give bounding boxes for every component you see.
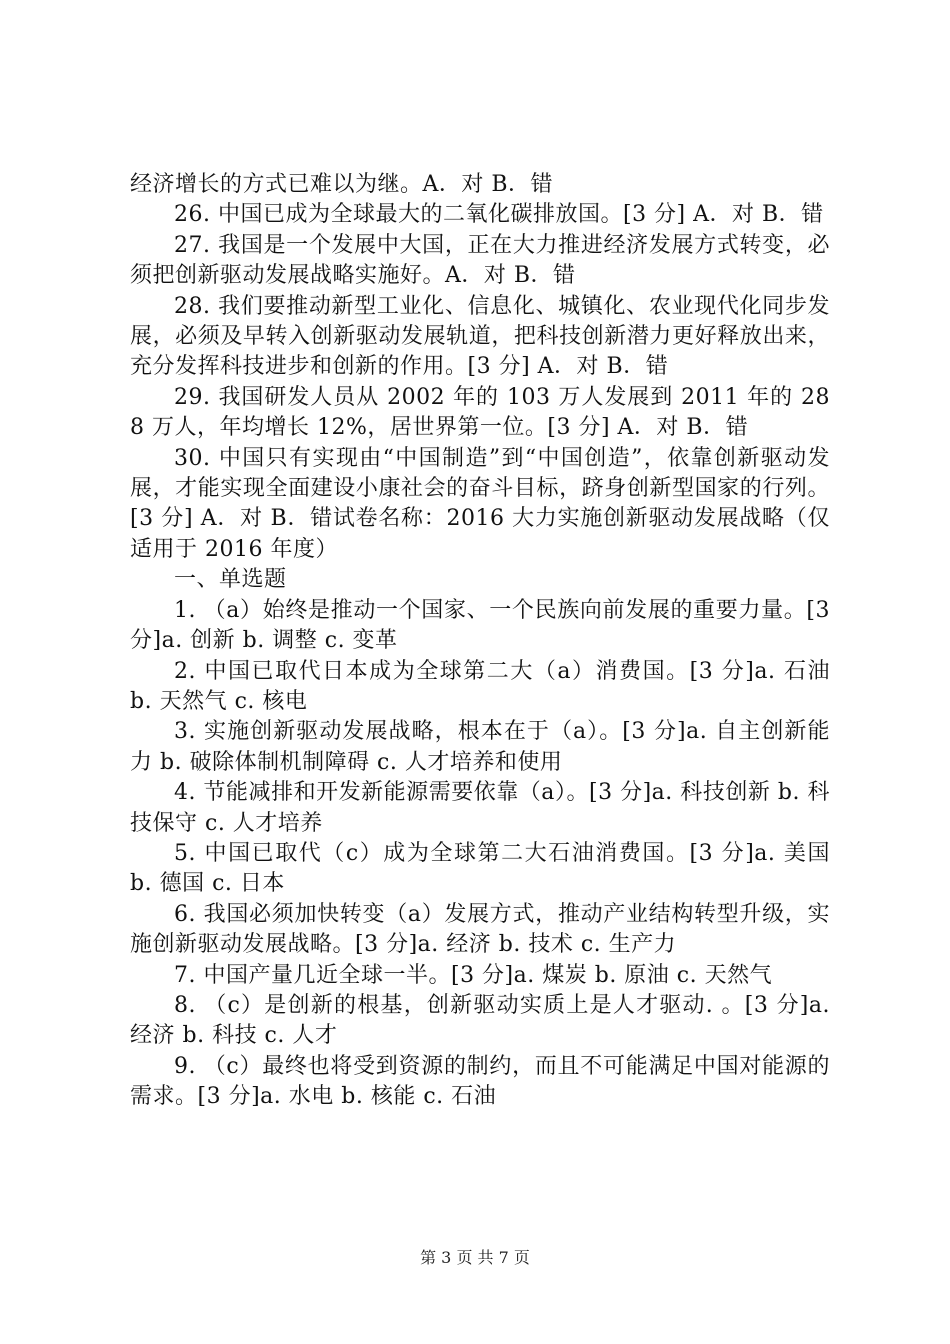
question-5: 5. 中国已取代（c）成为全球第二大石油消费国。[3 分]a. 美国 b. 德国 c. 日本 bbox=[130, 840, 830, 897]
question-28: 28. 我们要推动新型工业化、信息化、城镇化、农业现代化同步发展，必须及早转入创新驱动发展轨道，把科技创新潜力更好释放出来，充分发挥科技进步和创新的作用。[3 分] A．对 B．错 bbox=[130, 293, 830, 380]
question-26: 26. 中国已成为全球最大的二氧化碳排放国。[3 分] A．对 B．错 bbox=[174, 202, 824, 228]
question-2: 2. 中国已取代日本成为全球第二大（a）消费国。[3 分]a. 石油 b. 天然气 c. 核电 bbox=[130, 658, 830, 714]
question-27: 27. 我国是一个发展中大国，正在大力推进经济发展方式转变，必须把创新驱动发展战略实施好。A．对 B．错 bbox=[130, 232, 830, 289]
question-7: 7. 中国产量几近全球一半。[3 分]a. 煤炭 b. 原油 c. 天然气 bbox=[174, 962, 773, 988]
paragraph-continuation: 经济增长的方式已难以为继。A．对 B．错 bbox=[130, 172, 554, 197]
document-body bbox=[130, 170, 830, 1113]
question-30: 30. 中国只有实现由“中国制造”到“中国创造”，依靠创新驱动发展，才能实现全面建设小康社会的奋斗目标，跻身创新型国家的行列。[3 分] A．对 B．错试卷名称：2016 大力实施创新驱动发展战略（仅适用于 2016 年度） bbox=[130, 445, 830, 562]
question-1: 1. （a）始终是推动一个国家、一个民族向前发展的重要力量。[3 分]a. 创新 b. 调整 c. 变革 bbox=[130, 597, 830, 654]
question-29: 29. 我国研发人员从 2002 年的 103 万人发展到 2011 年的 288 万人，年均增长 12%，居世界第一位。[3 分] A．对 B．错 bbox=[130, 384, 830, 441]
page-footer: 第 3 页 共 7 页 bbox=[420, 1248, 530, 1267]
question-9: 9. （c）最终也将受到资源的制约，而且不可能满足中国对能源的需求。[3 分]a. 水电 b. 核能 c. 石油 bbox=[130, 1053, 830, 1110]
section-heading: 一、单选题 bbox=[174, 567, 287, 593]
question-3: 3. 实施创新驱动发展战略，根本在于（a）。[3 分]a. 自主创新能力 b. 破除体制机制障碍 c. 人才培养和使用 bbox=[130, 719, 830, 775]
question-4: 4. 节能减排和开发新能源需要依靠（a）。[3 分]a. 科技创新 b. 科技保守 c. 人才培养 bbox=[130, 780, 830, 836]
question-6: 6. 我国必须加快转变（a）发展方式，推动产业结构转型升级，实施创新驱动发展战略。[3 分]a. 经济 b. 技术 c. 生产力 bbox=[130, 901, 830, 958]
question-8: 8. （c）是创新的根基，创新驱动实质上是人才驱动. 。[3 分]a. 经济 b. 科技 c. 人才 bbox=[130, 992, 830, 1049]
